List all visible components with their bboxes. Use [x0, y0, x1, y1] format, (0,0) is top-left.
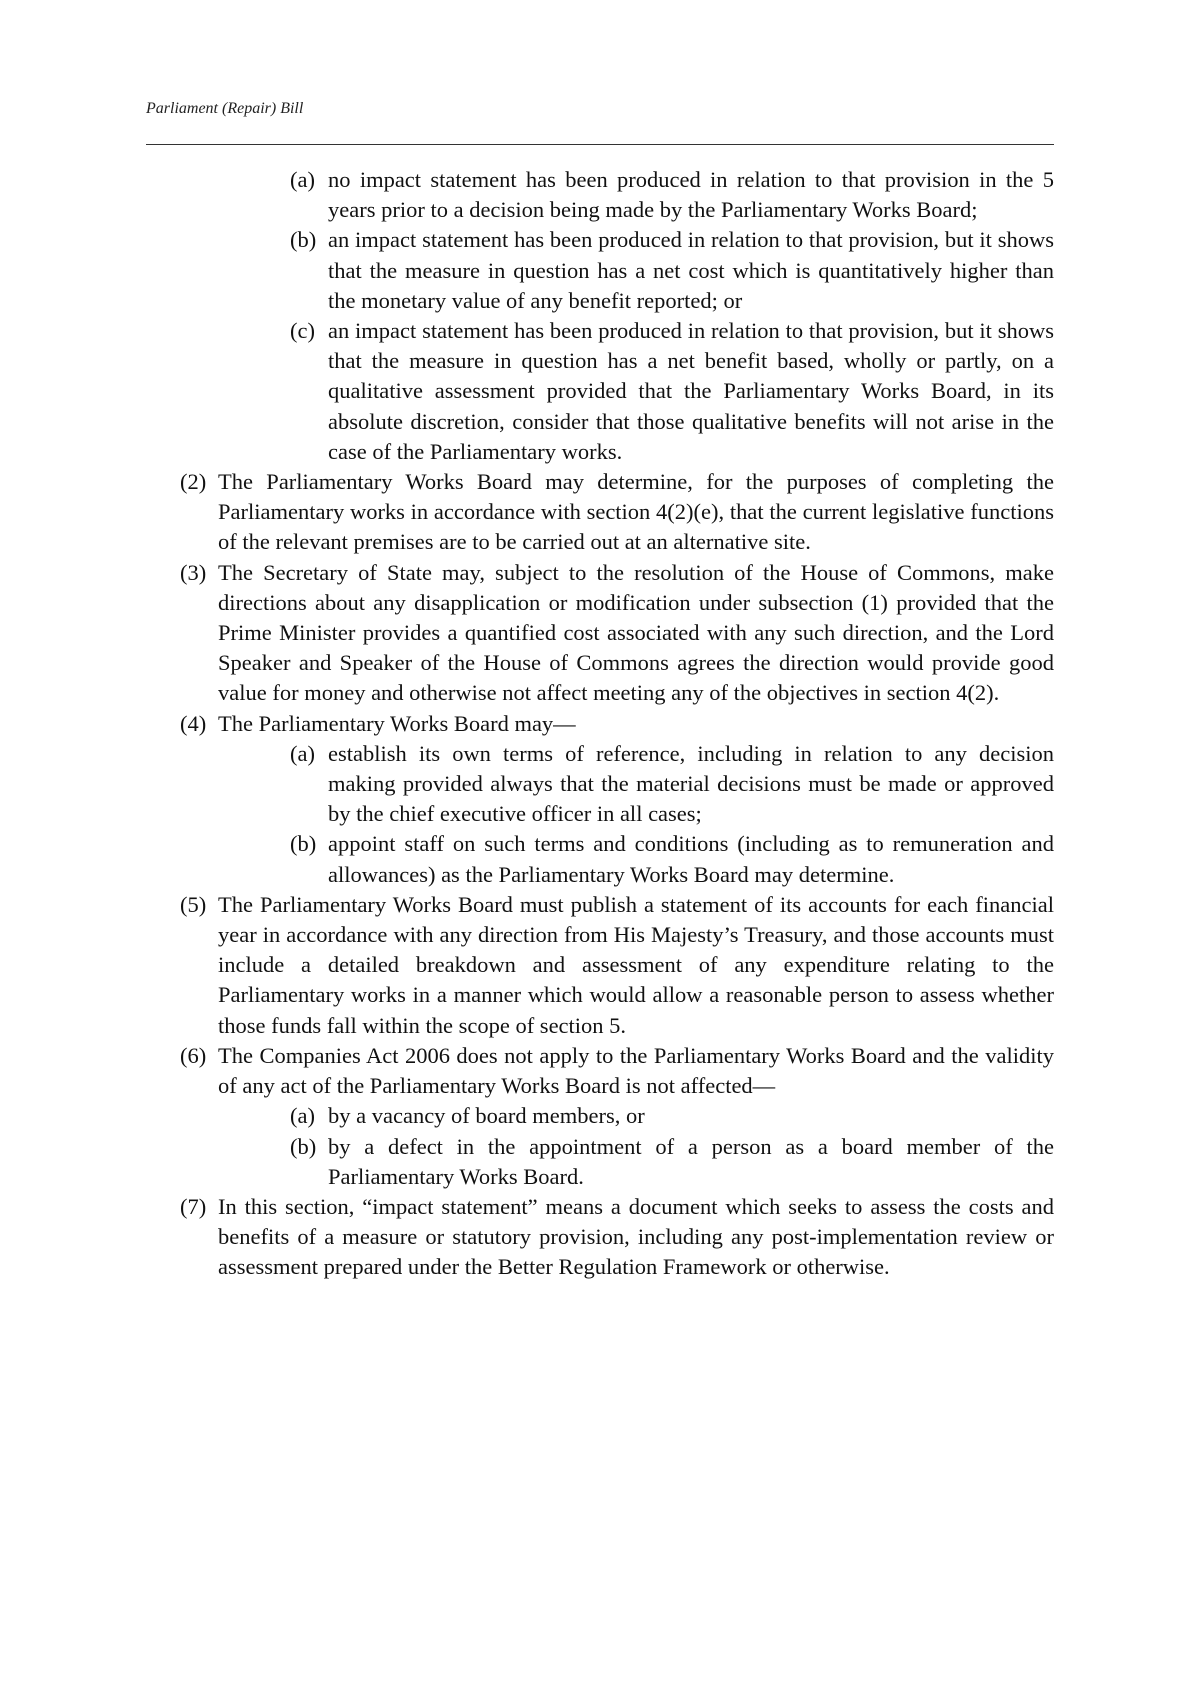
paragraph-text: by a defect in the appointment of a person as a board member of the Parliamentary Works Board.: [328, 1133, 1054, 1189]
subsection-number: (5): [180, 891, 207, 917]
paragraph-1c: [180, 316, 1054, 467]
paragraph-number: (c): [290, 318, 315, 344]
paragraph-text: an impact statement has been produced in relation to that provision, but it shows that the measure in question has a net cost which is quantitatively higher than the monetary value of any benefit reported; or: [328, 227, 1054, 313]
subsection-3: [180, 558, 1054, 709]
paragraph-number: (b): [290, 831, 317, 857]
paragraph-number: (b): [290, 1133, 317, 1159]
bill-body: [180, 165, 1054, 1283]
subsection-4: [180, 709, 1054, 739]
subsection-text: The Secretary of State may, subject to the resolution of the House of Commons, make directions about any disapplication or modification under subsection (1) provided that the Prime Minister provides a quantified cost associated with any such direction, and the Lord Speaker and Speaker of the House of Commons agrees the direction would provide good value for money and otherwise not affect meeting any of the objectives in section 4(2).: [218, 559, 1054, 706]
paragraph-number: (a): [290, 167, 315, 192]
subsection-number: (2): [180, 469, 207, 495]
subsection-text: The Parliamentary Works Board may—: [218, 710, 576, 736]
subsection-text: In this section, “impact statement” means a document which seeks to assess the costs and benefits of a measure or statutory provision, including any post-implementation review or assessment prepared under the Better Regulation Framework or otherwise.: [218, 1193, 1054, 1280]
subsection-number: (6): [180, 1042, 207, 1068]
paragraph-text: by a vacancy of board members, or: [328, 1103, 645, 1129]
header-rule: [146, 144, 1054, 145]
paragraph-1b: [180, 225, 1054, 316]
paragraph-6a: [180, 1101, 1054, 1131]
paragraph-1a: [180, 165, 1054, 225]
subsection-number: (7): [180, 1193, 207, 1219]
running-header: Parliament (Repair) Bill: [146, 100, 304, 117]
subsection-text: The Companies Act 2006 does not apply to the Parliamentary Works Board and the validity of any act of the Parliamentary Works Board is not affected—: [218, 1042, 1054, 1099]
paragraph-number: (a): [290, 1103, 315, 1129]
subsection-text: The Parliamentary Works Board must publish a statement of its accounts for each financial year in accordance with any direction from His Majesty’s Treasury, and those accounts must include a detailed breakdown and assessment of any expenditure relating to the Parliamentary works in a manner which would allow a reasonable person to assess whether those funds fall within the scope of section 5.: [218, 891, 1054, 1038]
subsection-number: (4): [180, 710, 207, 736]
subsection-7: [180, 1192, 1054, 1283]
paragraph-number: (b): [290, 227, 317, 253]
paragraph-4b: [180, 829, 1054, 889]
subsection-5: [180, 890, 1054, 1041]
paragraph-number: (a): [290, 740, 315, 766]
paragraph-text: no impact statement has been produced in relation to that provision in the 5 years prior to a decision being made by the Parliamentary Works Board;: [328, 167, 1054, 223]
subsection-2: [180, 467, 1054, 558]
paragraph-4a: [180, 739, 1054, 830]
paragraph-text: an impact statement has been produced in relation to that provision, but it shows that the measure in question has a net benefit based, wholly or partly, on a qualitative assessment provided that the Parliamentary Works Board, in its absolute discretion, consider that those qualitative benefits will not arise in the case of the Parliamentary works.: [328, 318, 1054, 464]
subsection-number: (3): [180, 559, 207, 585]
paragraph-6b: [180, 1132, 1054, 1192]
paragraph-text: appoint staff on such terms and conditions (including as to remuneration and allowances) as the Parliamentary Works Board may determine.: [328, 831, 1054, 887]
subsection-6: [180, 1041, 1054, 1101]
subsection-text: The Parliamentary Works Board may determine, for the purposes of completing the Parliamentary works in accordance with section 4(2)(e), that the current legislative functions of the relevant premises are to be carried out at an alternative site.: [218, 469, 1054, 555]
paragraph-text: establish its own terms of reference, including in relation to any decision making provided always that the material decisions must be made or approved by the chief executive officer in all cases;: [328, 740, 1054, 827]
